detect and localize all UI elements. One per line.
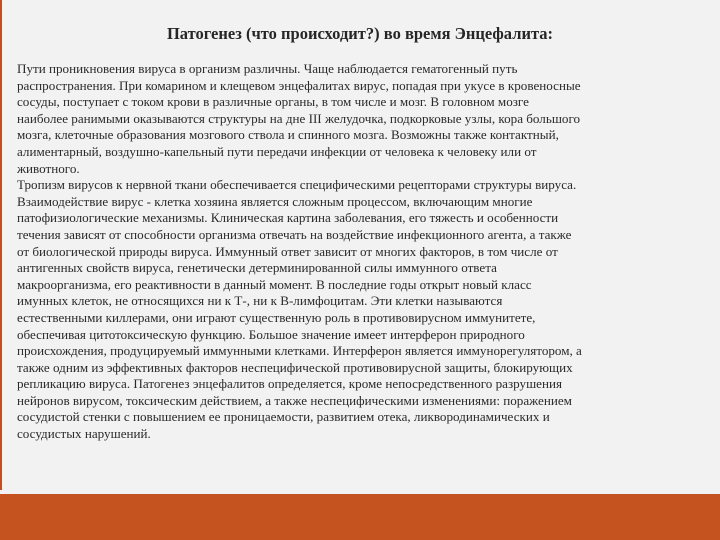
body-line: сосудистой стенки с повышением ее проницаемости, развитием отека, ликвородинамических и	[17, 409, 550, 425]
body-line: нейронов вирусом, токсическим действием, а также неспецифическими изменениями: поражением	[17, 392, 572, 408]
body-line: происхождения, продуцируемый иммунными клетками. Интерферон является иммунорегулятором, а	[17, 343, 582, 359]
body-line: сосудистых нарушений.	[17, 426, 151, 442]
body-line: обеспечивая цитотоксическую функцию. Большое значение имеет интерферон природного	[17, 326, 525, 342]
body-line: макроорганизма, его реактивности в данный момент. В последние годы открыт новый класс	[17, 276, 532, 292]
footer-accent-bar	[0, 494, 720, 540]
body-line: репликацию вируса. Патогенез энцефалитов определяется, кроме непосредственного разрушения	[17, 376, 563, 392]
body-line: естественными киллерами, они играют существенную роль в противовирусном иммунитете,	[17, 309, 536, 325]
body-line: сосуды, поступает с током крови в различные органы, в том числе и мозг. В головном мозге	[17, 94, 529, 110]
body-line: алиментарный, воздушно-капельный пути передачи инфекции от человека к человеку или от	[17, 143, 537, 159]
body-line: наиболее ранимыми оказываются структуры на дне III желудочка, подкорковые узлы, кора большого	[17, 110, 581, 126]
slide-title: Патогенез (что происходит?) во время Энцефалита:	[166, 24, 554, 43]
body-text	[17, 61, 717, 443]
body-line: Пути проникновения вируса в организм различны. Чаще наблюдается гематогенный путь	[17, 61, 518, 76]
body-line: распространения. При комарином и клещевом энцефалитах вирус, попадая при укусе в кровеносные	[17, 77, 581, 93]
body-line: патофизиологические механизмы. Клиническая картина заболевания, его тяжесть и особенности	[17, 210, 559, 226]
body-line: мозга, клеточные образования мозгового ствола и спинного мозга. Возможны также контактный,	[17, 127, 559, 143]
body-line: имунных клеток, не относящихся ни к Т-, ни к В-лимфоцитам. Эти клетки называются	[17, 293, 503, 309]
body-line: Тропизм вирусов к нервной ткани обеспечивается специфическими рецепторами структуры вируса.	[17, 177, 577, 193]
left-accent-rule	[0, 0, 2, 490]
body-line: животного.	[17, 160, 80, 176]
body-line: также одним из эффективных факторов неспецифической противовирусной защиты, блокирующих	[17, 359, 573, 375]
body-line: от биологической природы вируса. Иммунный ответ зависит от многих факторов, в том числе от	[17, 243, 558, 259]
body-line: Взаимодействие вирус - клетка хозяина является сложным процессом, включающим многие	[17, 193, 533, 209]
body-line: течения зависят от способности организма отвечать на воздействие инфекционного агента, а также	[17, 226, 572, 242]
body-line: антигенных свойств вируса, генетически детерминированной силы иммунного ответа	[17, 260, 497, 276]
